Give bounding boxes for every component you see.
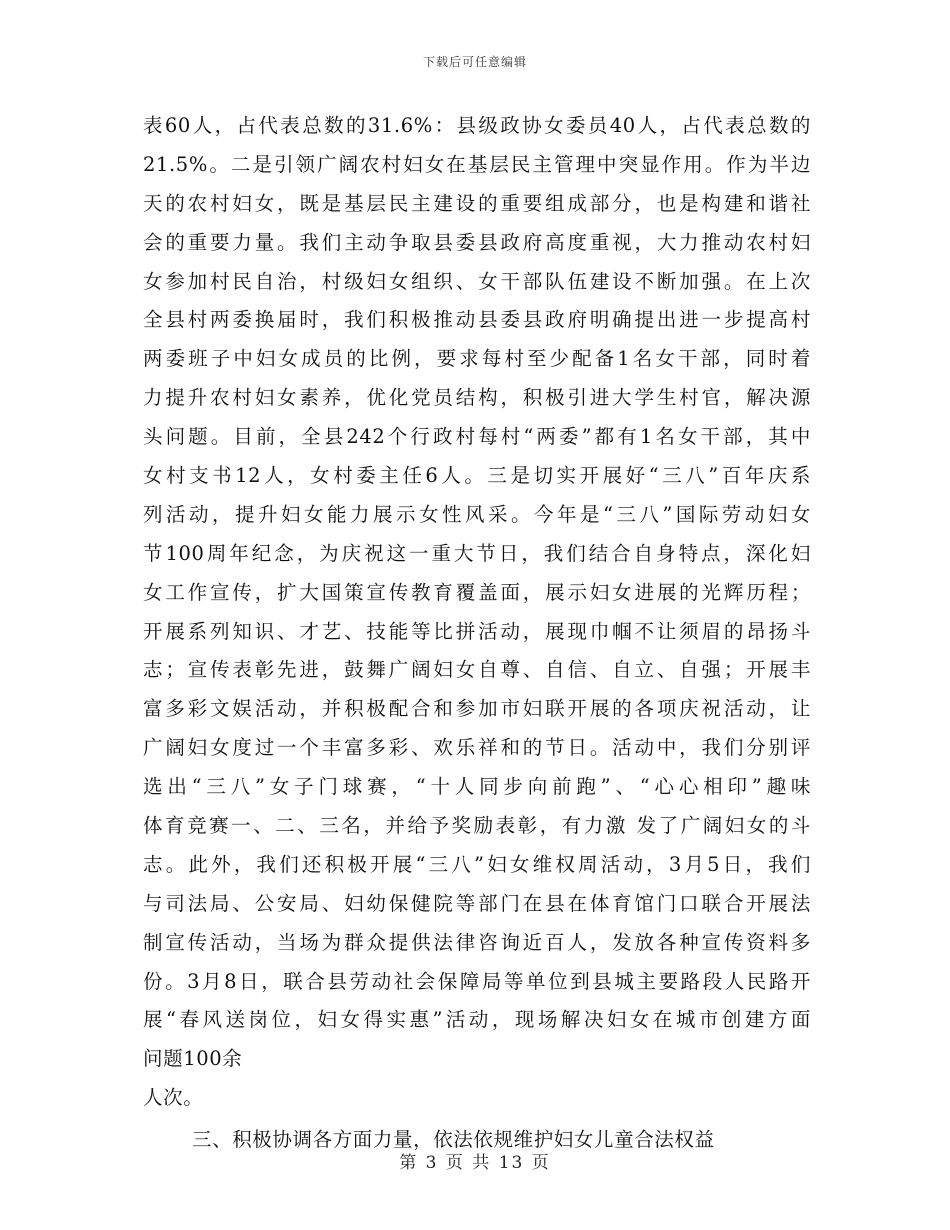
body-line: 广阔妇女度过一个丰富多彩、欢乐祥和的节日。活动中，我们分别评 (143, 736, 811, 760)
body-line: 会的重要力量。我们主动争取县委县政府高度重视，大力推动农村妇 (143, 230, 811, 254)
body-line: 节100周年纪念，为庆祝这一重大节日，我们结合自身特点，深化妇 (143, 541, 811, 565)
document-body (143, 107, 811, 1160)
body-line: 问题100余 (143, 1047, 243, 1071)
body-line: 全县村两委换届时，我们积极推动县委县政府明确提出进一步提高村 (143, 308, 811, 332)
body-line: 女村支书12人，女村委主任6人。三是切实开展好“三八”百年庆系 (143, 464, 811, 488)
body-line: 制宣传活动，当场为群众提供法律咨询近百人，发放各种宣传资料多 (143, 930, 811, 954)
body-line: 人次。 (143, 1086, 204, 1110)
body-line: 体育竞赛一、二、三名，并给予奖励表彰，有力激 发了广阔妇女的斗 (143, 814, 811, 838)
body-line: 两委班子中妇女成员的比例，要求每村至少配备1名女干部，同时着 (143, 347, 811, 371)
body-line: 天的农村妇女，既是基层民主建设的重要组成部分，也是构建和谐社 (143, 191, 811, 215)
body-line: 志。此外，我们还积极开展“三八”妇女维权周活动，3月5日，我们 (143, 852, 811, 876)
header-note: 下载后可任意编辑 (422, 55, 527, 69)
body-line: 表60人，占代表总数的31.6%：县级政协女委员40人，占代表总数的 (143, 114, 811, 137)
body-line: 力提升农村妇女素养，优化党员结构，积极引进大学生村官，解决源 (143, 386, 811, 410)
body-line: 与司法局、公安局、妇幼保健院等部门在县在体育馆门口联合开展法 (143, 891, 811, 915)
section-heading: 三、积极协调各方面力量，依法依规维护妇女儿童合法权益 (192, 1128, 715, 1152)
body-line: 志；宣传表彰先进，鼓舞广阔妇女自尊、自信、自立、自强；开展丰 (143, 658, 811, 682)
body-line: 展“春风送岗位，妇女得实惠”活动，现场解决妇女在城市创建方面 (143, 1008, 811, 1032)
page-footer: 第 3 页 共 13 页 (399, 1153, 551, 1173)
body-line: 头问题。目前，全县242个行政村每村“两委”都有1名女干部，其中 (143, 425, 811, 449)
body-line: 女工作宣传，扩大国策宣传教育覆盖面，展示妇女进展的光辉历程； (143, 580, 811, 604)
body-line: 21.5%。二是引领广阔农村妇女在基层民主管理中突显作用。作为半边 (143, 152, 811, 176)
body-line: 份。3月8日，联合县劳动社会保障局等单位到县城主要路段人民路开 (143, 969, 811, 993)
body-line: 富多彩文娱活动，并积极配合和参加市妇联开展的各项庆祝活动，让 (143, 697, 811, 721)
body-line: 选出“三八”女子门球赛，“十人同步向前跑”、“心心相印”趣味 (143, 775, 811, 799)
body-line: 女参加村民自治，村级妇女组织、女干部队伍建设不断加强。在上次 (143, 269, 811, 293)
body-line: 列活动，提升妇女能力展示女性风采。今年是“三八”国际劳动妇女 (143, 502, 811, 526)
body-line: 开展系列知识、才艺、技能等比拼活动，展现巾帼不让须眉的昂扬斗 (143, 619, 811, 643)
